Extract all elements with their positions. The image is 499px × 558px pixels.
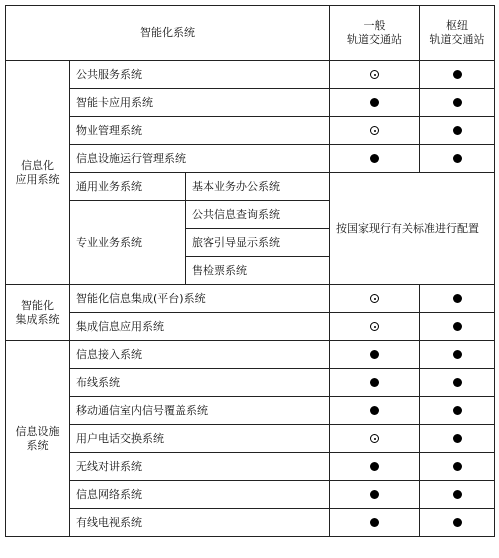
filled-circle-icon xyxy=(453,434,462,443)
business-item: 旅客引导显示系统 xyxy=(186,229,330,257)
hub-mark xyxy=(420,313,495,341)
system-name: 无线对讲系统 xyxy=(70,453,330,481)
general-mark xyxy=(330,369,420,397)
table-row xyxy=(6,61,495,89)
header-hub-station: 枢纽 轨道交通站 xyxy=(420,6,495,61)
table-row xyxy=(6,369,495,397)
hub-mark xyxy=(420,341,495,369)
general-mark xyxy=(330,509,420,537)
dotted-circle-icon xyxy=(370,434,379,443)
table-row xyxy=(6,453,495,481)
dotted-circle-icon xyxy=(370,294,379,303)
general-mark xyxy=(330,145,420,173)
table-row xyxy=(6,425,495,453)
table-row xyxy=(6,509,495,537)
hub-mark xyxy=(420,425,495,453)
filled-circle-icon xyxy=(453,126,462,135)
system-name: 移动通信室内信号覆盖系统 xyxy=(70,397,330,425)
table-row xyxy=(6,89,495,117)
system-name: 公共服务系统 xyxy=(70,61,330,89)
table-row xyxy=(6,173,495,201)
table-row xyxy=(6,145,495,173)
general-mark xyxy=(330,61,420,89)
filled-circle-icon xyxy=(370,462,379,471)
table-row xyxy=(6,117,495,145)
hub-mark xyxy=(420,89,495,117)
hub-mark xyxy=(420,481,495,509)
filled-circle-icon xyxy=(370,406,379,415)
business-professional-label: 专业业务系统 xyxy=(70,201,186,285)
general-mark xyxy=(330,313,420,341)
filled-circle-icon xyxy=(453,518,462,527)
filled-circle-icon xyxy=(453,322,462,331)
general-mark xyxy=(330,285,420,313)
filled-circle-icon xyxy=(453,154,462,163)
filled-circle-icon xyxy=(370,378,379,387)
filled-circle-icon xyxy=(370,154,379,163)
filled-circle-icon xyxy=(370,350,379,359)
general-mark xyxy=(330,481,420,509)
hub-mark xyxy=(420,285,495,313)
filled-circle-icon xyxy=(453,350,462,359)
filled-circle-icon xyxy=(453,378,462,387)
system-name: 信息网络系统 xyxy=(70,481,330,509)
business-general-label: 通用业务系统 xyxy=(70,173,186,201)
filled-circle-icon xyxy=(453,462,462,471)
group-infra: 信息设施 系统 xyxy=(6,341,70,537)
dotted-circle-icon xyxy=(370,70,379,79)
filled-circle-icon xyxy=(370,490,379,499)
hub-mark xyxy=(420,453,495,481)
filled-circle-icon xyxy=(453,406,462,415)
business-item: 售检票系统 xyxy=(186,257,330,285)
general-mark xyxy=(330,453,420,481)
hub-mark xyxy=(420,397,495,425)
header-system: 智能化系统 xyxy=(6,6,330,61)
hub-mark xyxy=(420,145,495,173)
system-name: 集成信息应用系统 xyxy=(70,313,330,341)
general-mark xyxy=(330,397,420,425)
dotted-circle-icon xyxy=(370,126,379,135)
system-name: 信息设施运行管理系统 xyxy=(70,145,330,173)
hub-mark xyxy=(420,369,495,397)
configuration-table xyxy=(5,5,495,537)
dotted-circle-icon xyxy=(370,322,379,331)
system-name: 布线系统 xyxy=(70,369,330,397)
hub-mark xyxy=(420,117,495,145)
general-mark xyxy=(330,425,420,453)
system-name: 智能卡应用系统 xyxy=(70,89,330,117)
table-row xyxy=(6,285,495,313)
system-name: 用户电话交换系统 xyxy=(70,425,330,453)
filled-circle-icon xyxy=(453,294,462,303)
hub-mark xyxy=(420,509,495,537)
table-row xyxy=(6,397,495,425)
config-note: 按国家现行有关标准进行配置 xyxy=(330,173,495,285)
business-item: 公共信息查询系统 xyxy=(186,201,330,229)
general-mark xyxy=(330,117,420,145)
group-integration: 智能化 集成系统 xyxy=(6,285,70,341)
filled-circle-icon xyxy=(453,70,462,79)
table-row xyxy=(6,313,495,341)
filled-circle-icon xyxy=(453,98,462,107)
filled-circle-icon xyxy=(453,490,462,499)
system-name: 有线电视系统 xyxy=(70,509,330,537)
table-row xyxy=(6,341,495,369)
filled-circle-icon xyxy=(370,98,379,107)
general-mark xyxy=(330,341,420,369)
header-general-station: 一般 轨道交通站 xyxy=(330,6,420,61)
system-name: 物业管理系统 xyxy=(70,117,330,145)
hub-mark xyxy=(420,61,495,89)
system-name: 智能化信息集成(平台)系统 xyxy=(70,285,330,313)
system-name: 信息接入系统 xyxy=(70,341,330,369)
filled-circle-icon xyxy=(370,518,379,527)
business-item: 基本业务办公系统 xyxy=(186,173,330,201)
general-mark xyxy=(330,89,420,117)
table-row xyxy=(6,481,495,509)
group-info-app: 信息化 应用系统 xyxy=(6,61,70,285)
